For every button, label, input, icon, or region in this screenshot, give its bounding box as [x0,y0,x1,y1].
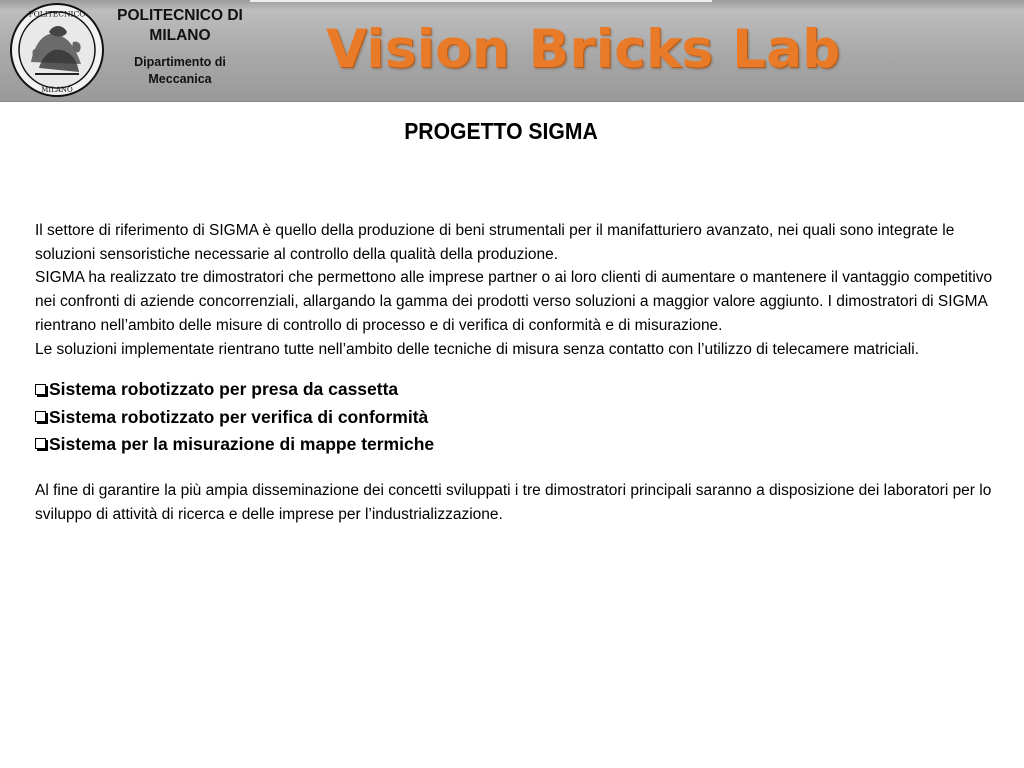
university-seal-logo [9,2,105,98]
page-title: PROGETTO SIGMA [404,118,598,144]
paragraph: Il settore di riferimento di SIGMA è quello della produzione di beni strumentali per il manifatturiero avanzato, nei quali sono integrate le soluzioni sensoristiche necessarie al controllo della qualità della produzione. [35,222,955,263]
closing-paragraph: Al fine di garantire la più ampia disseminazione dei concetti sviluppati i tre dimostratori principali saranno a disposizione dei laboratori per lo sviluppo di attività di ricerca e delle imprese per l’industrializzazione. [35,482,992,523]
list-item-label: Sistema robotizzato per verifica di conformità [49,406,429,427]
lab-title: Vision Bricks Lab [326,19,841,80]
checkbox-icon [35,411,46,422]
paragraph: SIGMA ha realizzato tre dimostratori che permettono alle imprese partner o ai loro clienti di aumentare o mantenere il vantaggio competitivo nei confronti di aziende concorrenziali, allargando la gamma dei prodotti verso soluzioni a maggior valore aggiunto. I dimostratori di SIGMA rientrano nell’ambito delle misure di controllo di processo e di verifica di conformità e di misurazione. [35,269,993,334]
list-item-label: Sistema robotizzato per presa da cassetta [49,379,399,400]
list-item [35,431,995,458]
institution-name [105,6,255,88]
institution-line-2: MILANO [149,27,211,44]
svg-text:MILANO: MILANO [41,86,73,94]
list-item [35,404,995,431]
list-item [35,376,995,403]
department-line-2: Meccanica [148,72,212,86]
institution-line-1: POLITECNICO DI [117,7,243,24]
department-line-1: Dipartimento di [134,55,226,69]
svg-text:POLITECNICO: POLITECNICO [28,9,86,19]
header-divider [250,0,712,2]
list-item-label: Sistema per la misurazione di mappe termiche [49,433,435,454]
paragraph: Le soluzioni implementate rientrano tutte nell’ambito delle tecniche di misura senza contatto con l’utilizzo di telecamere matriciali. [35,340,919,358]
demonstrator-list [35,376,995,458]
checkbox-icon [35,438,46,449]
checkbox-icon [35,384,46,395]
body-text [35,219,995,527]
header-banner [0,0,1024,102]
